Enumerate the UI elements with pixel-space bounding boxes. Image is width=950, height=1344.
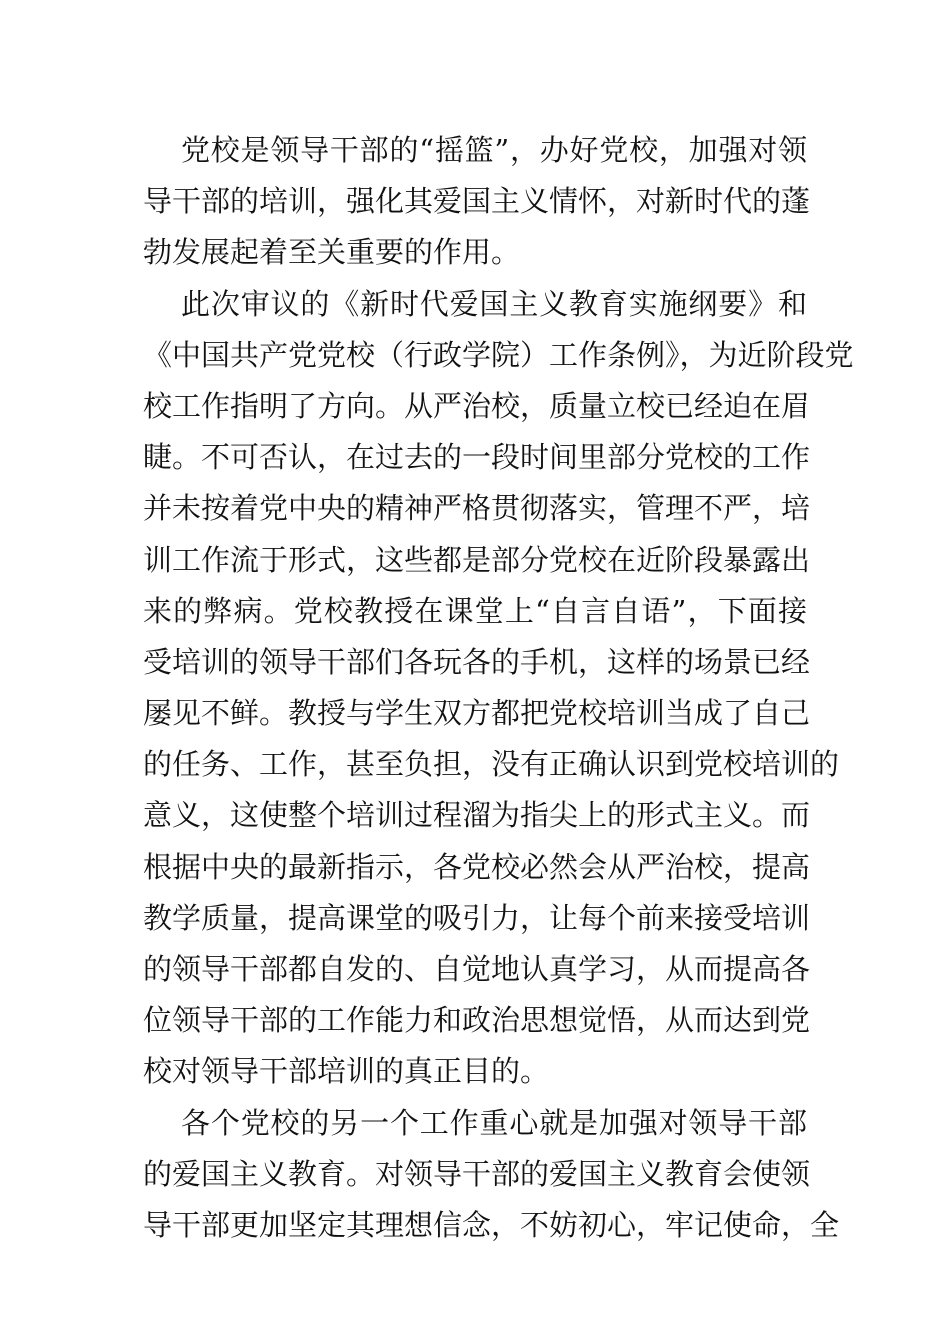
- text-line: 勃发展起着至关重要的作用。: [143, 235, 521, 270]
- text-line: 各个党校的另一个工作重心就是加强对领导干部: [181, 1105, 807, 1140]
- text-line: 训工作流于形式，这些都是部分党校在近阶段暴露出: [143, 542, 811, 577]
- text-line: 校工作指明了方向。从严治校，质量立校已经迫在眉: [143, 388, 811, 423]
- body-text: [143, 125, 854, 1251]
- text-line: 导干部更加坚定其理想信念，不妨初心，牢记使命，全: [143, 1207, 840, 1242]
- text-line: 校对领导干部培训的真正目的。: [143, 1054, 550, 1089]
- text-line: 睫。不可否认，在过去的一段时间里部分党校的工作: [143, 440, 811, 475]
- text-line: 导干部的培训，强化其爱国主义情怀，对新时代的蓬: [143, 184, 811, 219]
- text-line: 受培训的领导干部们各玩各的手机，这样的场景已经: [143, 644, 811, 679]
- text-line: 的任务、工作，甚至负担，没有正确认识到党校培训的: [143, 747, 840, 782]
- paragraph-3: [143, 1098, 840, 1252]
- text-line: 屡见不鲜。教授与学生双方都把党校培训当成了自己: [143, 696, 811, 731]
- text-line: 根据中央的最新指示，各党校必然会从严治校，提高: [143, 849, 811, 884]
- text-line: 来的弊病。党校教授在课堂上“自言自语”，下面接: [143, 593, 807, 628]
- text-line: 的领导干部都自发的、自觉地认真学习，从而提高各: [143, 952, 811, 986]
- paragraph-1: [143, 125, 811, 279]
- text-line: 的爱国主义教育。对领导干部的爱国主义教育会使领: [143, 1156, 811, 1191]
- text-line: 此次审议的《新时代爱国主义教育实施纲要》和: [181, 286, 807, 321]
- text-line: 位领导干部的工作能力和政治思想觉悟，从而达到党: [143, 1003, 811, 1038]
- text-line: 党校是领导干部的“摇篮”，办好党校，加强对领: [181, 133, 807, 167]
- text-line: 意义，这使整个培训过程溜为指尖上的形式主义。而: [143, 798, 811, 833]
- text-line: 并未按着党中央的精神严格贯彻落实，管理不严，培: [143, 491, 811, 526]
- paragraph-2: [143, 279, 854, 1098]
- text-line: 教学质量，提高课堂的吸引力，让每个前来接受培训: [143, 900, 811, 935]
- text-line: 《中国共产党党校（行政学院）工作条例》，为近阶段党: [143, 337, 854, 372]
